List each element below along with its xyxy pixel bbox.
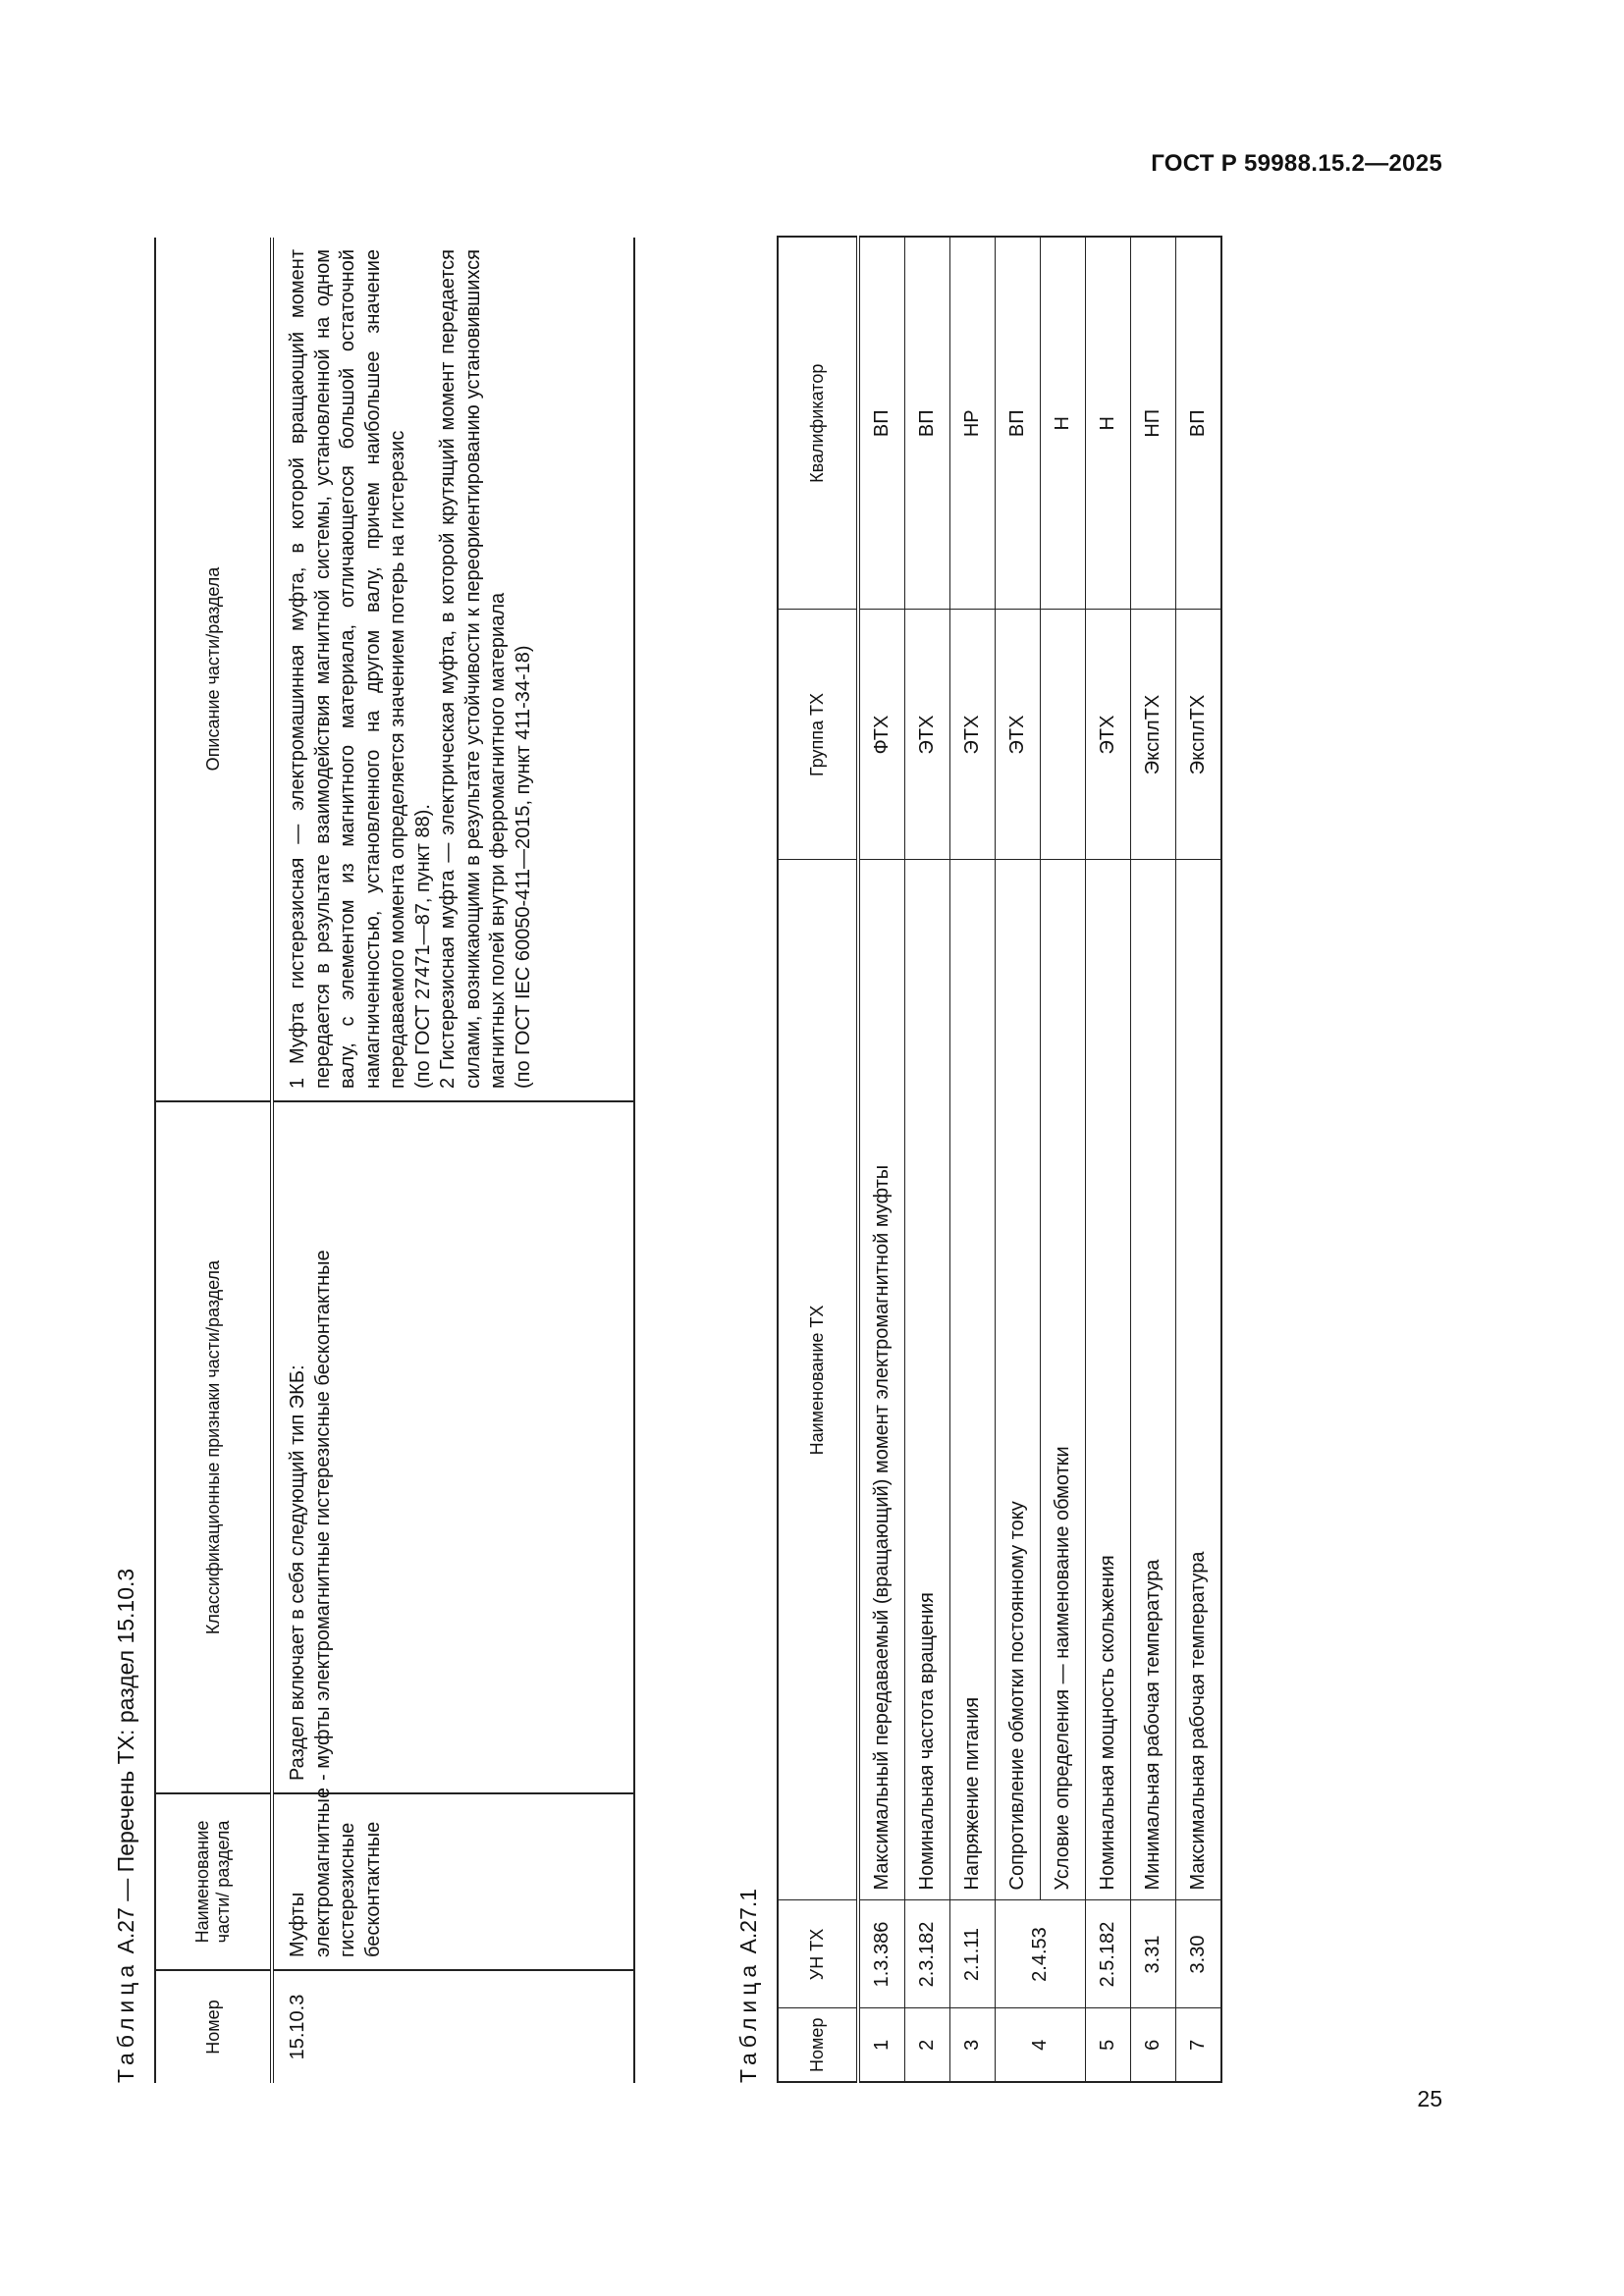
- col-header-name: Наименование ТХ: [778, 860, 858, 1900]
- col-header-number: Номер: [155, 1970, 272, 2083]
- caption-text: А.27 — Перечень ТХ: раздел 15.10.3: [113, 1568, 138, 1954]
- table-a271-caption: [733, 228, 777, 2083]
- cell-group: ЭксплТХ: [1131, 610, 1176, 860]
- cell-name: Муфты электромагнитные гистерезисные бесконтактные: [272, 1793, 634, 1970]
- cell-qualifier: Н: [1041, 237, 1086, 610]
- table-row: [272, 238, 634, 2083]
- col-header-name: Наименование части/ раздела: [155, 1793, 272, 1970]
- cell-qualifier: Н: [1086, 237, 1131, 610]
- cell-name: Максимальный передаваемый (вращающий) момент электромагнитной муфты: [858, 860, 905, 1900]
- table-row: [996, 237, 1041, 2082]
- cell-group: ФТХ: [858, 610, 905, 860]
- cell-qualifier: НП: [1131, 237, 1176, 610]
- cell-number: 7: [1176, 2008, 1222, 2082]
- cell-group: ЭксплТХ: [1176, 610, 1222, 860]
- table-row: [1131, 237, 1176, 2082]
- caption-word: Таблица: [113, 1959, 138, 2083]
- document-id: ГОСТ Р 59988.15.2—2025: [1151, 150, 1442, 177]
- cell-number: 15.10.3: [287, 1994, 308, 2060]
- caption-text: А.27.1: [735, 1888, 761, 1954]
- table-a271: [777, 236, 1222, 2083]
- cell-group: ЭТХ: [1086, 610, 1131, 860]
- cell-description: [272, 238, 634, 1101]
- cell-qualifier: ВП: [858, 237, 905, 610]
- table-row: [905, 237, 950, 2082]
- table-a27: [154, 238, 635, 2083]
- table-row: [1176, 237, 1222, 2082]
- cell-code: 1.3.386: [858, 1900, 905, 2008]
- table-row: [950, 237, 996, 2082]
- description-p2: 2 Гистерезисная муфта — электрическая муфта, в которой крутящий момент передается силами, возникающими в результате устойчивости к переориентированию установившихся магнитных полей внутри ферромагнитного материала: [437, 249, 509, 1089]
- cell-code: 2.3.182: [905, 1900, 950, 2008]
- cell-name: Номинальная мощность скольжения: [1086, 860, 1131, 1900]
- cell-qualifier: ВП: [905, 237, 950, 610]
- cell-group: [1041, 610, 1086, 860]
- cell-code: 3.30: [1176, 1900, 1222, 2008]
- features-line-1: Раздел включает в себя следующий тип ЭКБ:: [287, 1364, 308, 1781]
- col-header-features: Классификационные признаки части/раздела: [155, 1101, 272, 1793]
- col-header-group: Группа ТХ: [778, 610, 858, 860]
- caption-word: Таблица: [735, 1959, 761, 2083]
- cell-name: Сопротивление обмотки постоянному току: [996, 860, 1041, 1900]
- cell-group: ЭТХ: [996, 610, 1041, 860]
- table-header-row: [155, 238, 272, 2083]
- cell-number: 6: [1131, 2008, 1176, 2082]
- cell-group: ЭТХ: [950, 610, 996, 860]
- table-row: [858, 237, 905, 2082]
- cell-group: ЭТХ: [905, 610, 950, 860]
- cell-number: 4: [996, 2008, 1086, 2082]
- cell-name: Минимальная рабочая температура: [1131, 860, 1176, 1900]
- cell-code: 3.31: [1131, 1900, 1176, 2008]
- cell-number: 5: [1086, 2008, 1131, 2082]
- cell-number: 3: [950, 2008, 996, 2082]
- cell-number: 2: [905, 2008, 950, 2082]
- table-row: [1041, 237, 1086, 2082]
- table-row: [1086, 237, 1131, 2082]
- description-p2-source: (по ГОСТ IEC 60050-411—2015, пункт 411-34-18): [512, 645, 534, 1089]
- table-a271-block: [733, 228, 1264, 2083]
- table-a27-caption: [111, 228, 154, 2083]
- cell-qualifier: ВП: [996, 237, 1041, 610]
- cell-name: Условие определения — наименование обмотки: [1041, 860, 1086, 1900]
- cell-number: 1: [858, 2008, 905, 2082]
- table-header-row: [778, 237, 858, 2082]
- cell-code: 2.1.11: [950, 1900, 996, 2008]
- features-line-2: - муфты электромагнитные гистерезисные бесконтактные: [311, 1250, 334, 1781]
- cell-code: 2.5.182: [1086, 1900, 1131, 2008]
- cell-features: [272, 1101, 634, 1793]
- table-a27-block: [111, 228, 661, 2083]
- cell-code: 2.4.53: [996, 1900, 1086, 2008]
- description-p1: 1 Муфта гистерезисная — электромашинная муфта, в которой вращающий момент передается в результате взаимодействия магнитной системы, установленной на одном валу, с элементом из магнитного материала, отличающегося большой остаточной намагниченностью, установленного на другом валу, причем наибольшее значение передаваемого момента определяется значением потерь на гистерезис: [287, 249, 408, 1089]
- col-header-code: УН ТХ: [778, 1900, 858, 2008]
- cell-qualifier: НР: [950, 237, 996, 610]
- col-header-number: Номер: [778, 2008, 858, 2082]
- col-header-qualifier: Квалификатор: [778, 237, 858, 610]
- cell-name: Номинальная частота вращения: [905, 860, 950, 1900]
- description-p1-source: (по ГОСТ 27471—87, пункт 88).: [411, 804, 434, 1089]
- cell-qualifier: ВП: [1176, 237, 1222, 610]
- cell-name: Напряжение питания: [950, 860, 996, 1900]
- page-number: 25: [1417, 2086, 1442, 2111]
- cell-name: Максимальная рабочая температура: [1176, 860, 1222, 1900]
- col-header-description: Описание части/раздела: [155, 238, 272, 1101]
